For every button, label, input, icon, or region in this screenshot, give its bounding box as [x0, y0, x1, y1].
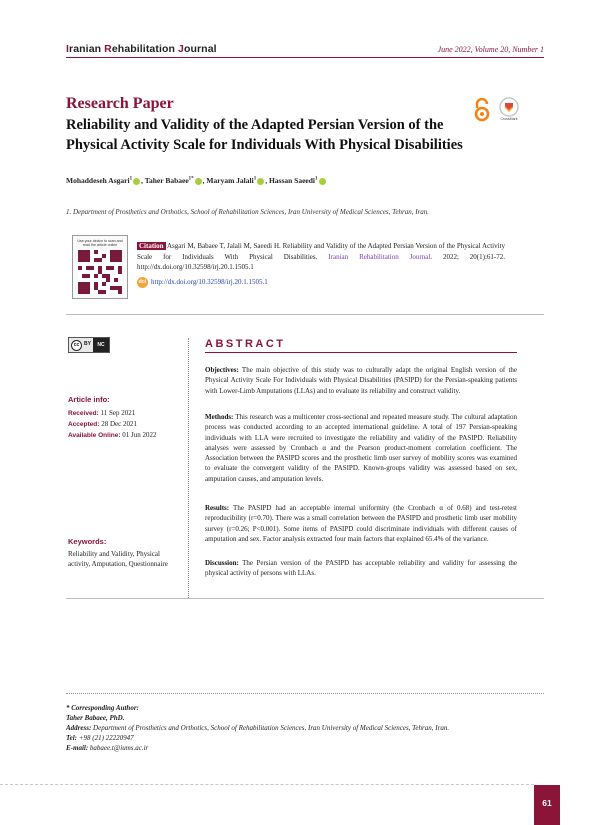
column-divider — [188, 338, 189, 598]
online-date: 01 Jun 2022 — [120, 431, 157, 439]
doi-link[interactable]: http://dx.doi.org/10.32598/irj.20.1.1505.1 — [151, 278, 268, 287]
header-rule — [66, 57, 544, 58]
abstract-heading: ABSTRACT — [205, 338, 286, 350]
article-info-heading: Article info: — [68, 395, 110, 404]
abstract-results: Results: The PASIPD had an acceptable internal uniformity (the Cronbach α of 0.68) and test-retest reproducibility (r=0.70). There was a small correlation between the PASIPD and prosthetic limb user mobility survey (r=0.26; P<0.001). Some items of PASIPD could discriminate individuals with different causes of amputation and sex. Factor analysis extracted four main factors that explained 65.4% of the variance. — [205, 504, 517, 543]
orcid-icon[interactable] — [133, 178, 140, 185]
citation: Citation Asgari M, Babaee T, Jalali M, Saeedi H. Reliability and Validity of the Adapted Persian Version of the Physical Activity Scale for Individuals With Physical Disabilities. Iranian Rehabilitation Journal. 2022; 20(1):61-72. http://dx.doi.org/10.32598/irj.20.1.1505.1 — [137, 242, 505, 271]
doi-icon: doi — [137, 277, 148, 288]
cc-by: BY — [84, 341, 91, 347]
orcid-icon[interactable] — [195, 178, 202, 185]
corresponding-author: * Corresponding Author: Taher Babaee, PhD. Address: Department of Prosthetics and Orthotics, School of Rehabilitation Sciences, Iran University of Medical Sciences, Tehran, Iran. Tel: +98 (21) 22220947 E-mail: babaee.t@iums.ac.ir — [66, 704, 450, 752]
orcid-icon[interactable] — [257, 178, 264, 185]
section-divider — [66, 314, 544, 315]
abstract-rule — [205, 352, 517, 353]
cc-license-icon[interactable] — [68, 337, 110, 353]
section-divider — [66, 598, 544, 599]
article-dates: Received: 11 Sep 2021 Accepted: 28 Dec 2021 Available Online: 01 Jun 2022 — [68, 409, 157, 439]
citation-label: Citation — [139, 242, 164, 250]
accepted-date: 28 Dec 2021 — [99, 420, 137, 428]
author-sup: 1 — [253, 176, 257, 182]
crossmark-label: CrossMark — [500, 117, 518, 121]
author-name[interactable]: Mohaddeseh Asgari — [66, 176, 130, 185]
author-name[interactable]: Maryam Jalali — [206, 176, 254, 185]
received-date: 11 Sep 2021 — [98, 409, 136, 417]
qr-code-icon[interactable] — [78, 250, 122, 299]
crossmark-icon[interactable] — [496, 96, 522, 129]
footnote-rule — [66, 693, 544, 694]
article-title: Reliability and Validity of the Adapted Persian Version of the Physical Activity Scale for Individuals With Physical Disabilities — [66, 117, 463, 153]
author-sup: 1 — [129, 176, 133, 182]
cc-nc: NC — [93, 338, 109, 352]
corresponding-name: Taher Babaee, PhD. — [66, 714, 125, 722]
keywords-heading: Keywords: — [68, 537, 107, 546]
cc-symbol: cc — [71, 340, 82, 351]
affiliation: 1. Department of Prosthetics and Orthotics, School of Rehabilitation Sciences, Iran University of Medical Sciences, Tehran, Iran. — [66, 208, 430, 216]
doi-line — [137, 277, 268, 288]
abstract-discussion: Discussion: The Persian version of the PASIPD has acceptable reliability and validity for assessing the physical activity of persons with LLAs. — [205, 559, 517, 578]
paper-type: Research Paper — [66, 95, 174, 112]
open-access-icon — [472, 98, 492, 127]
author-name[interactable]: Hassan Saeedi — [268, 176, 316, 185]
abstract-methods: Methods: This research was a multicenter cross-sectional and repeated measure study. The cultural adaptation process was conducted according to an accepted international guideline. A total of 197 Persian-speaking individuals with LLA were recruited to investigate the reliability and validity of the PASIPD. Reliability analyses were assessed by Cronbach α and the Pearson product-moment correlation coefficient. The Association between the PASIPD scores and the prosthetic limb user survey of mobility scores was examined to evaluate the convergent validity of the PASIPD. Known-groups validity was assessed based on sex, amputation causes, and amputation levels. — [205, 413, 517, 483]
journal-name: Iranian Rehabilitation Journal — [66, 43, 217, 55]
author-list: Mohaddeseh Asgari$^1$ , Taher Babaee$^{1*}$ , Maryam Jalali$^1$ , Hassan Saeedi$^1$ — [66, 176, 327, 185]
abstract-objectives: Objectives: The main objective of this study was to culturally adapt the original English version of the Physical Activity Scale For Individuals with Physical Disabilities (PASIPD) for the Persian-speaking patients with Lower-Limb Amputations (LLAs) and to evaluate its reliability and construct validity. — [205, 366, 517, 395]
author-sup: 1* — [188, 176, 194, 182]
author-sup: 1 — [315, 176, 318, 182]
qr-caption: Use your device to scan and read the article online — [77, 239, 123, 248]
email-link[interactable]: babaee.t@iums.ac.ir — [88, 744, 149, 752]
issue-info: June 2022, Volume 20, Number 1 — [437, 45, 544, 54]
bottom-rule — [0, 784, 534, 785]
orcid-icon[interactable] — [319, 178, 326, 185]
keywords-text: Reliability and Validity, Physical activity, Amputation, Questionnaire — [68, 550, 168, 568]
citation-journal[interactable]: Iranian Rehabilitation Journal — [328, 252, 431, 261]
author-name[interactable]: Taher Babaee — [144, 176, 189, 185]
page-number: 61 — [534, 785, 560, 825]
